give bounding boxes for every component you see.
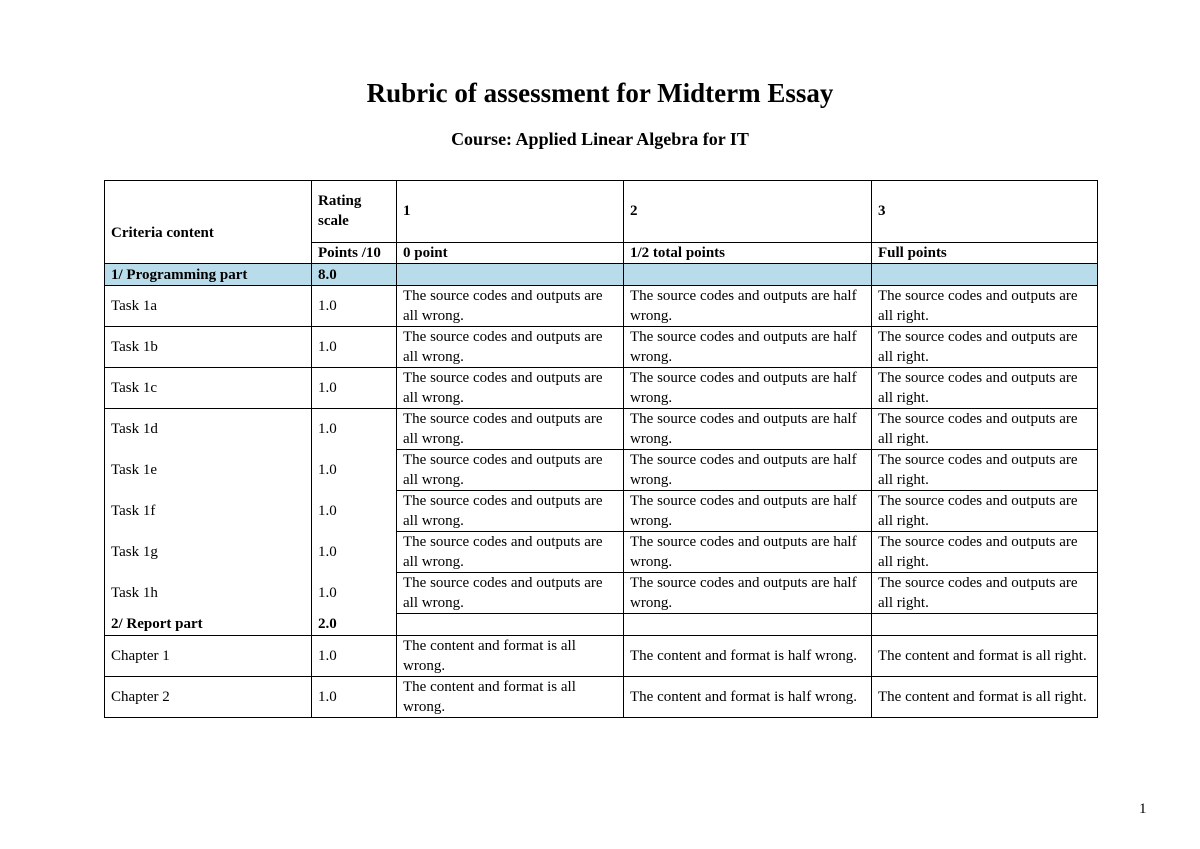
task-name: Task 1a [105,286,312,327]
header-level-1: 1 [397,181,624,243]
level-1-criteria: The source codes and outputs are all wrong. [397,286,624,327]
table-row [105,573,1098,614]
header-criteria: Criteria content [105,181,312,264]
chapter-name: Chapter 1 [105,636,312,677]
level-3-criteria: The source codes and outputs are all right. [872,409,1098,450]
document-title: Rubric of assessment for Midterm Essay [366,78,834,108]
level-3-criteria: The source codes and outputs are all right. [872,491,1098,532]
table-row [105,491,1098,532]
task-points: 1.0 [312,450,397,491]
section-label: 1/ Programming part [105,264,312,286]
level-1-criteria: The source codes and outputs are all wrong. [397,491,624,532]
level-3-criteria: The source codes and outputs are all right. [872,532,1098,573]
section-points: 8.0 [312,264,397,286]
task-points: 1.0 [312,327,397,368]
level-1-criteria: The source codes and outputs are all wrong. [397,450,624,491]
level-2-criteria: The source codes and outputs are half wrong. [624,409,872,450]
header-level-2: 2 [624,181,872,243]
table-row [105,532,1098,573]
level-2-criteria: The source codes and outputs are half wrong. [624,491,872,532]
empty-cell [872,614,1098,636]
empty-cell [397,614,624,636]
level-2-criteria: The content and format is half wrong. [624,677,872,718]
level-3-criteria: The source codes and outputs are all right. [872,573,1098,614]
level-2-criteria: The source codes and outputs are half wrong. [624,327,872,368]
level-1-criteria: The source codes and outputs are all wrong. [397,573,624,614]
header-level-3: 3 [872,181,1098,243]
level-2-criteria: The source codes and outputs are half wrong. [624,450,872,491]
level-3-criteria: The content and format is all right. [872,636,1098,677]
empty-cell [624,264,872,286]
chapter-points: 1.0 [312,636,397,677]
page-number: 1 [1139,801,1147,817]
level-1-criteria: The source codes and outputs are all wrong. [397,327,624,368]
level-1-criteria: The source codes and outputs are all wrong. [397,409,624,450]
task-points: 1.0 [312,286,397,327]
task-name: Task 1h [105,573,312,614]
table-row [105,286,1098,327]
header-level-2-desc: 1/2 total points [624,242,872,263]
task-points: 1.0 [312,491,397,532]
empty-cell [624,614,872,636]
level-3-criteria: The content and format is all right. [872,677,1098,718]
course-subtitle: Course: Applied Linear Algebra for IT [451,129,749,149]
task-name: Task 1b [105,327,312,368]
table-row [105,636,1098,677]
rubric-table [104,180,1098,718]
table-row [105,409,1098,450]
level-2-criteria: The source codes and outputs are half wrong. [624,286,872,327]
level-3-criteria: The source codes and outputs are all right. [872,286,1098,327]
section-row-report [105,614,1098,636]
task-name: Task 1e [105,450,312,491]
task-points: 1.0 [312,532,397,573]
chapter-name: Chapter 2 [105,677,312,718]
section-label: 2/ Report part [105,614,312,636]
level-1-criteria: The source codes and outputs are all wrong. [397,368,624,409]
header-rating-scale: Rating scale [312,181,397,243]
task-name: Task 1g [105,532,312,573]
header-row-levels [105,181,1098,243]
header-points: Points /10 [312,242,397,263]
table-row [105,368,1098,409]
level-1-criteria: The content and format is all wrong. [397,677,624,718]
level-1-criteria: The source codes and outputs are all wrong. [397,532,624,573]
level-1-criteria: The content and format is all wrong. [397,636,624,677]
level-2-criteria: The content and format is half wrong. [624,636,872,677]
task-name: Task 1f [105,491,312,532]
task-points: 1.0 [312,409,397,450]
chapter-points: 1.0 [312,677,397,718]
task-name: Task 1c [105,368,312,409]
empty-cell [397,264,624,286]
task-points: 1.0 [312,368,397,409]
level-3-criteria: The source codes and outputs are all right. [872,368,1098,409]
level-3-criteria: The source codes and outputs are all right. [872,450,1098,491]
level-2-criteria: The source codes and outputs are half wrong. [624,532,872,573]
table-row [105,327,1098,368]
task-points: 1.0 [312,573,397,614]
level-2-criteria: The source codes and outputs are half wrong. [624,573,872,614]
level-2-criteria: The source codes and outputs are half wrong. [624,368,872,409]
section-points: 2.0 [312,614,397,636]
task-name: Task 1d [105,409,312,450]
table-row [105,677,1098,718]
header-level-3-desc: Full points [872,242,1098,263]
header-level-1-desc: 0 point [397,242,624,263]
table-row [105,450,1098,491]
empty-cell [872,264,1098,286]
level-3-criteria: The source codes and outputs are all right. [872,327,1098,368]
section-row-programming [105,264,1098,286]
